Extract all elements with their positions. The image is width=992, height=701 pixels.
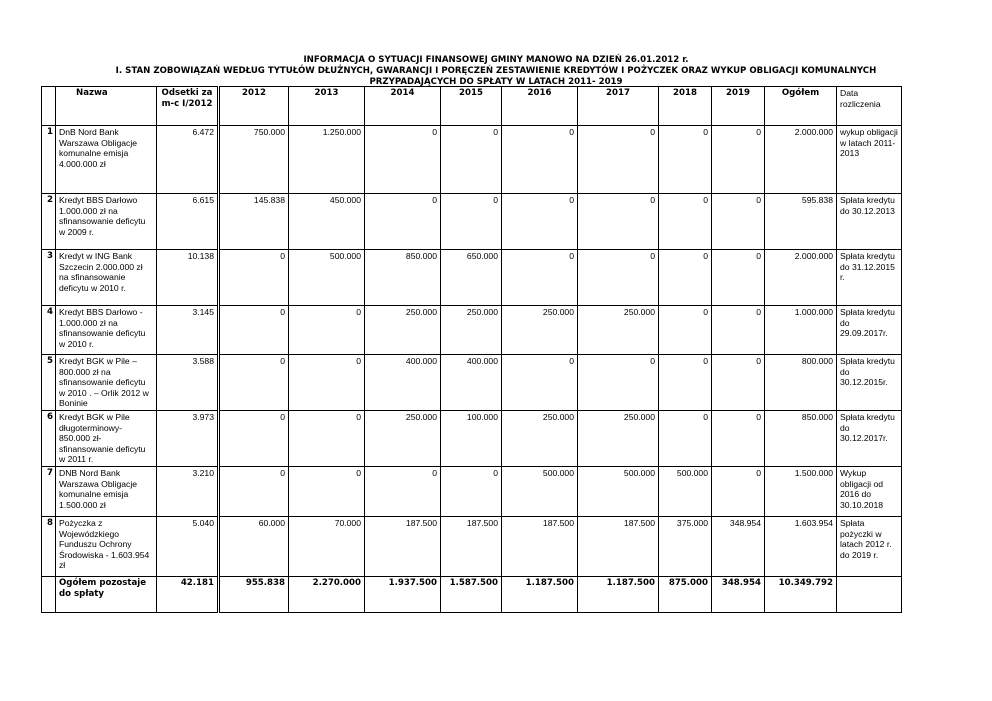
cell-v2018: 0 (659, 194, 712, 250)
cell-v2016: 500.000 (502, 467, 578, 517)
cell-v2015: 0 (441, 467, 502, 517)
cell-v2015: 250.000 (441, 306, 502, 355)
total-v2018: 875.000 (659, 577, 712, 613)
creditor-name: Pożyczka z Wojewódzkiego Funduszu Ochrony Środowiska - 1.603.954 zł (56, 517, 157, 577)
cell-odsetki: 10.138 (157, 250, 219, 306)
cell-v2019: 0 (712, 194, 765, 250)
cell-v2016: 0 (502, 194, 578, 250)
col-2013: 2013 (289, 87, 365, 126)
col-data-rozliczenia: Data rozliczenia (837, 87, 902, 126)
cell-v2012: 0 (219, 355, 289, 411)
cell-v2019: 0 (712, 355, 765, 411)
cell-v2012: 750.000 (219, 126, 289, 194)
cell-v2016: 0 (502, 126, 578, 194)
settlement-date: Spłata kredytu do 30.12.2013 (837, 194, 902, 250)
cell-v2019: 0 (712, 250, 765, 306)
col-2012: 2012 (219, 87, 289, 126)
cell-v2016: 250.000 (502, 411, 578, 467)
lp-header (42, 87, 56, 126)
total-v2017: 1.187.500 (578, 577, 659, 613)
cell-v2012: 60.000 (219, 517, 289, 577)
cell-odsetki: 3.145 (157, 306, 219, 355)
total-v2012: 955.838 (219, 577, 289, 613)
cell-v2017: 0 (578, 250, 659, 306)
col-2018: 2018 (659, 87, 712, 126)
cell-ogolem: 800.000 (765, 355, 837, 411)
cell-v2016: 250.000 (502, 306, 578, 355)
cell-v2015: 400.000 (441, 355, 502, 411)
section-subtitle: PRZYPADAJĄCYCH DO SPŁATY W LATACH 2011- 2019 (369, 77, 623, 87)
creditor-name: DNB Nord Bank Warszawa Obligacje komunalne emisja 1.500.000 zł (56, 467, 157, 517)
cell-ogolem: 850.000 (765, 411, 837, 467)
cell-v2013: 0 (289, 355, 365, 411)
cell-v2012: 0 (219, 467, 289, 517)
total-odsetki: 42.181 (157, 577, 219, 613)
creditor-name: Kredyt BBS Darłowo - 1.000.000 zł na sfinansowanie deficytu w 2010 r. (56, 306, 157, 355)
creditor-name: Kredyt BGK w Pile – 800.000 zł na sfinansowanie deficytu w 2010 . – Orlik 2012 w Boninie (56, 355, 157, 411)
cell-odsetki: 3.973 (157, 411, 219, 467)
settlement-date: Spłata kredytu do 29.09.2017r. (837, 306, 902, 355)
col-2019: 2019 (712, 87, 765, 126)
cell-v2018: 0 (659, 411, 712, 467)
total-v2015: 1.587.500 (441, 577, 502, 613)
col-2015: 2015 (441, 87, 502, 126)
creditor-name: Kredyt BGK w Pile długoterminowy- 850.000 zł- sfinansowanie deficytu w 2011 r. (56, 411, 157, 467)
cell-v2012: 0 (219, 411, 289, 467)
col-2014: 2014 (365, 87, 441, 126)
settlement-date: Spłata pożyczki w latach 2012 r. do 2019 r. (837, 517, 902, 577)
total-data (837, 577, 902, 613)
table-row (42, 126, 902, 194)
cell-v2015: 187.500 (441, 517, 502, 577)
cell-v2018: 500.000 (659, 467, 712, 517)
cell-v2015: 100.000 (441, 411, 502, 467)
total-label: Ogółem pozostaje do spłaty (56, 577, 157, 613)
table-row (42, 355, 902, 411)
cell-v2017: 0 (578, 355, 659, 411)
cell-v2014: 0 (365, 126, 441, 194)
cell-v2012: 145.838 (219, 194, 289, 250)
row-number: 3 (42, 250, 56, 306)
cell-v2014: 0 (365, 467, 441, 517)
cell-v2019: 0 (712, 306, 765, 355)
cell-v2018: 0 (659, 126, 712, 194)
cell-v2014: 400.000 (365, 355, 441, 411)
cell-v2017: 250.000 (578, 411, 659, 467)
cell-v2015: 0 (441, 126, 502, 194)
cell-odsetki: 6.615 (157, 194, 219, 250)
total-v2014: 1.937.500 (365, 577, 441, 613)
row-number: 5 (42, 355, 56, 411)
settlement-date: wykup obligacji w latach 2011-2013 (837, 126, 902, 194)
col-odsetki: Odsetki za m-c I/2012 (157, 87, 219, 126)
cell-v2016: 187.500 (502, 517, 578, 577)
col-nazwa: Nazwa (56, 87, 157, 126)
cell-v2014: 187.500 (365, 517, 441, 577)
settlement-date: Wykup obligacji od 2016 do 30.10.2018 (837, 467, 902, 517)
creditor-name: Kredyt BBS Darłowo 1.000.000 zł na sfinansowanie deficytu w 2009 r. (56, 194, 157, 250)
table-row (42, 194, 902, 250)
cell-ogolem: 1.603.954 (765, 517, 837, 577)
cell-v2014: 250.000 (365, 306, 441, 355)
cell-v2013: 0 (289, 467, 365, 517)
cell-odsetki: 3.588 (157, 355, 219, 411)
cell-v2013: 1.250.000 (289, 126, 365, 194)
row-number: 2 (42, 194, 56, 250)
creditor-name: Kredyt w ING Bank Szczecin 2.000.000 zł na sfinansowanie deficytu w 2010 r. (56, 250, 157, 306)
total-row (42, 577, 902, 613)
table-row (42, 467, 902, 517)
settlement-date: Spłata kredytu do 31.12.2015 r. (837, 250, 902, 306)
settlement-date: Spłata kredytu do 30.12.2015r. (837, 355, 902, 411)
cell-odsetki: 3.210 (157, 467, 219, 517)
row-number: 7 (42, 467, 56, 517)
cell-v2017: 500.000 (578, 467, 659, 517)
table-row (42, 250, 902, 306)
cell-v2018: 0 (659, 250, 712, 306)
cell-v2014: 850.000 (365, 250, 441, 306)
cell-v2012: 0 (219, 306, 289, 355)
cell-v2013: 0 (289, 306, 365, 355)
creditor-name: DnB Nord Bank Warszawa Obligacje komunalne emisja 4.000.000 zł (56, 126, 157, 194)
cell-v2013: 500.000 (289, 250, 365, 306)
col-ogolem: Ogółem (765, 87, 837, 126)
cell-v2018: 0 (659, 306, 712, 355)
cell-v2017: 0 (578, 126, 659, 194)
table-header-row (42, 87, 902, 126)
cell-v2013: 450.000 (289, 194, 365, 250)
cell-odsetki: 6.472 (157, 126, 219, 194)
cell-v2016: 0 (502, 355, 578, 411)
cell-v2014: 0 (365, 194, 441, 250)
row-number: 1 (42, 126, 56, 194)
cell-v2019: 348.954 (712, 517, 765, 577)
cell-ogolem: 2.000.000 (765, 250, 837, 306)
section-title: I. STAN ZOBOWIĄZAŃ WEDŁUG TYTUŁÓW DŁUŻNYCH, GWARANCJI I PORĘCZEŃ ZESTAWIENIE KREDYTÓW I POŻYCZEK ORAZ WYKUP OBLIGACJI KOMUNALNYCH (115, 66, 877, 76)
cell-v2016: 0 (502, 250, 578, 306)
col-2017: 2017 (578, 87, 659, 126)
cell-v2014: 250.000 (365, 411, 441, 467)
total-lp (42, 577, 56, 613)
row-number: 8 (42, 517, 56, 577)
cell-odsetki: 5.040 (157, 517, 219, 577)
cell-v2012: 0 (219, 250, 289, 306)
cell-ogolem: 595.838 (765, 194, 837, 250)
table-row (42, 411, 902, 467)
cell-ogolem: 1.500.000 (765, 467, 837, 517)
cell-v2017: 187.500 (578, 517, 659, 577)
cell-v2019: 0 (712, 126, 765, 194)
cell-v2015: 0 (441, 194, 502, 250)
cell-v2019: 0 (712, 467, 765, 517)
cell-v2013: 0 (289, 411, 365, 467)
cell-v2015: 650.000 (441, 250, 502, 306)
cell-v2013: 70.000 (289, 517, 365, 577)
cell-v2017: 0 (578, 194, 659, 250)
liabilities-table (41, 86, 902, 613)
report-title: INFORMACJA O SYTUACJI FINANSOWEJ GMINY MANOWO NA DZIEŃ 26.01.2012 r. (303, 55, 689, 65)
cell-v2018: 0 (659, 355, 712, 411)
row-number: 4 (42, 306, 56, 355)
cell-v2017: 250.000 (578, 306, 659, 355)
cell-v2019: 0 (712, 411, 765, 467)
total-v2013: 2.270.000 (289, 577, 365, 613)
total-v2019: 348.954 (712, 577, 765, 613)
settlement-date: Spłata kredytu do 30.12.2017r. (837, 411, 902, 467)
cell-v2018: 375.000 (659, 517, 712, 577)
cell-ogolem: 2.000.000 (765, 126, 837, 194)
table-row (42, 517, 902, 577)
cell-ogolem: 1.000.000 (765, 306, 837, 355)
row-number: 6 (42, 411, 56, 467)
table-row (42, 306, 902, 355)
total-ogolem: 10.349.792 (765, 577, 837, 613)
total-v2016: 1.187.500 (502, 577, 578, 613)
col-2016: 2016 (502, 87, 578, 126)
